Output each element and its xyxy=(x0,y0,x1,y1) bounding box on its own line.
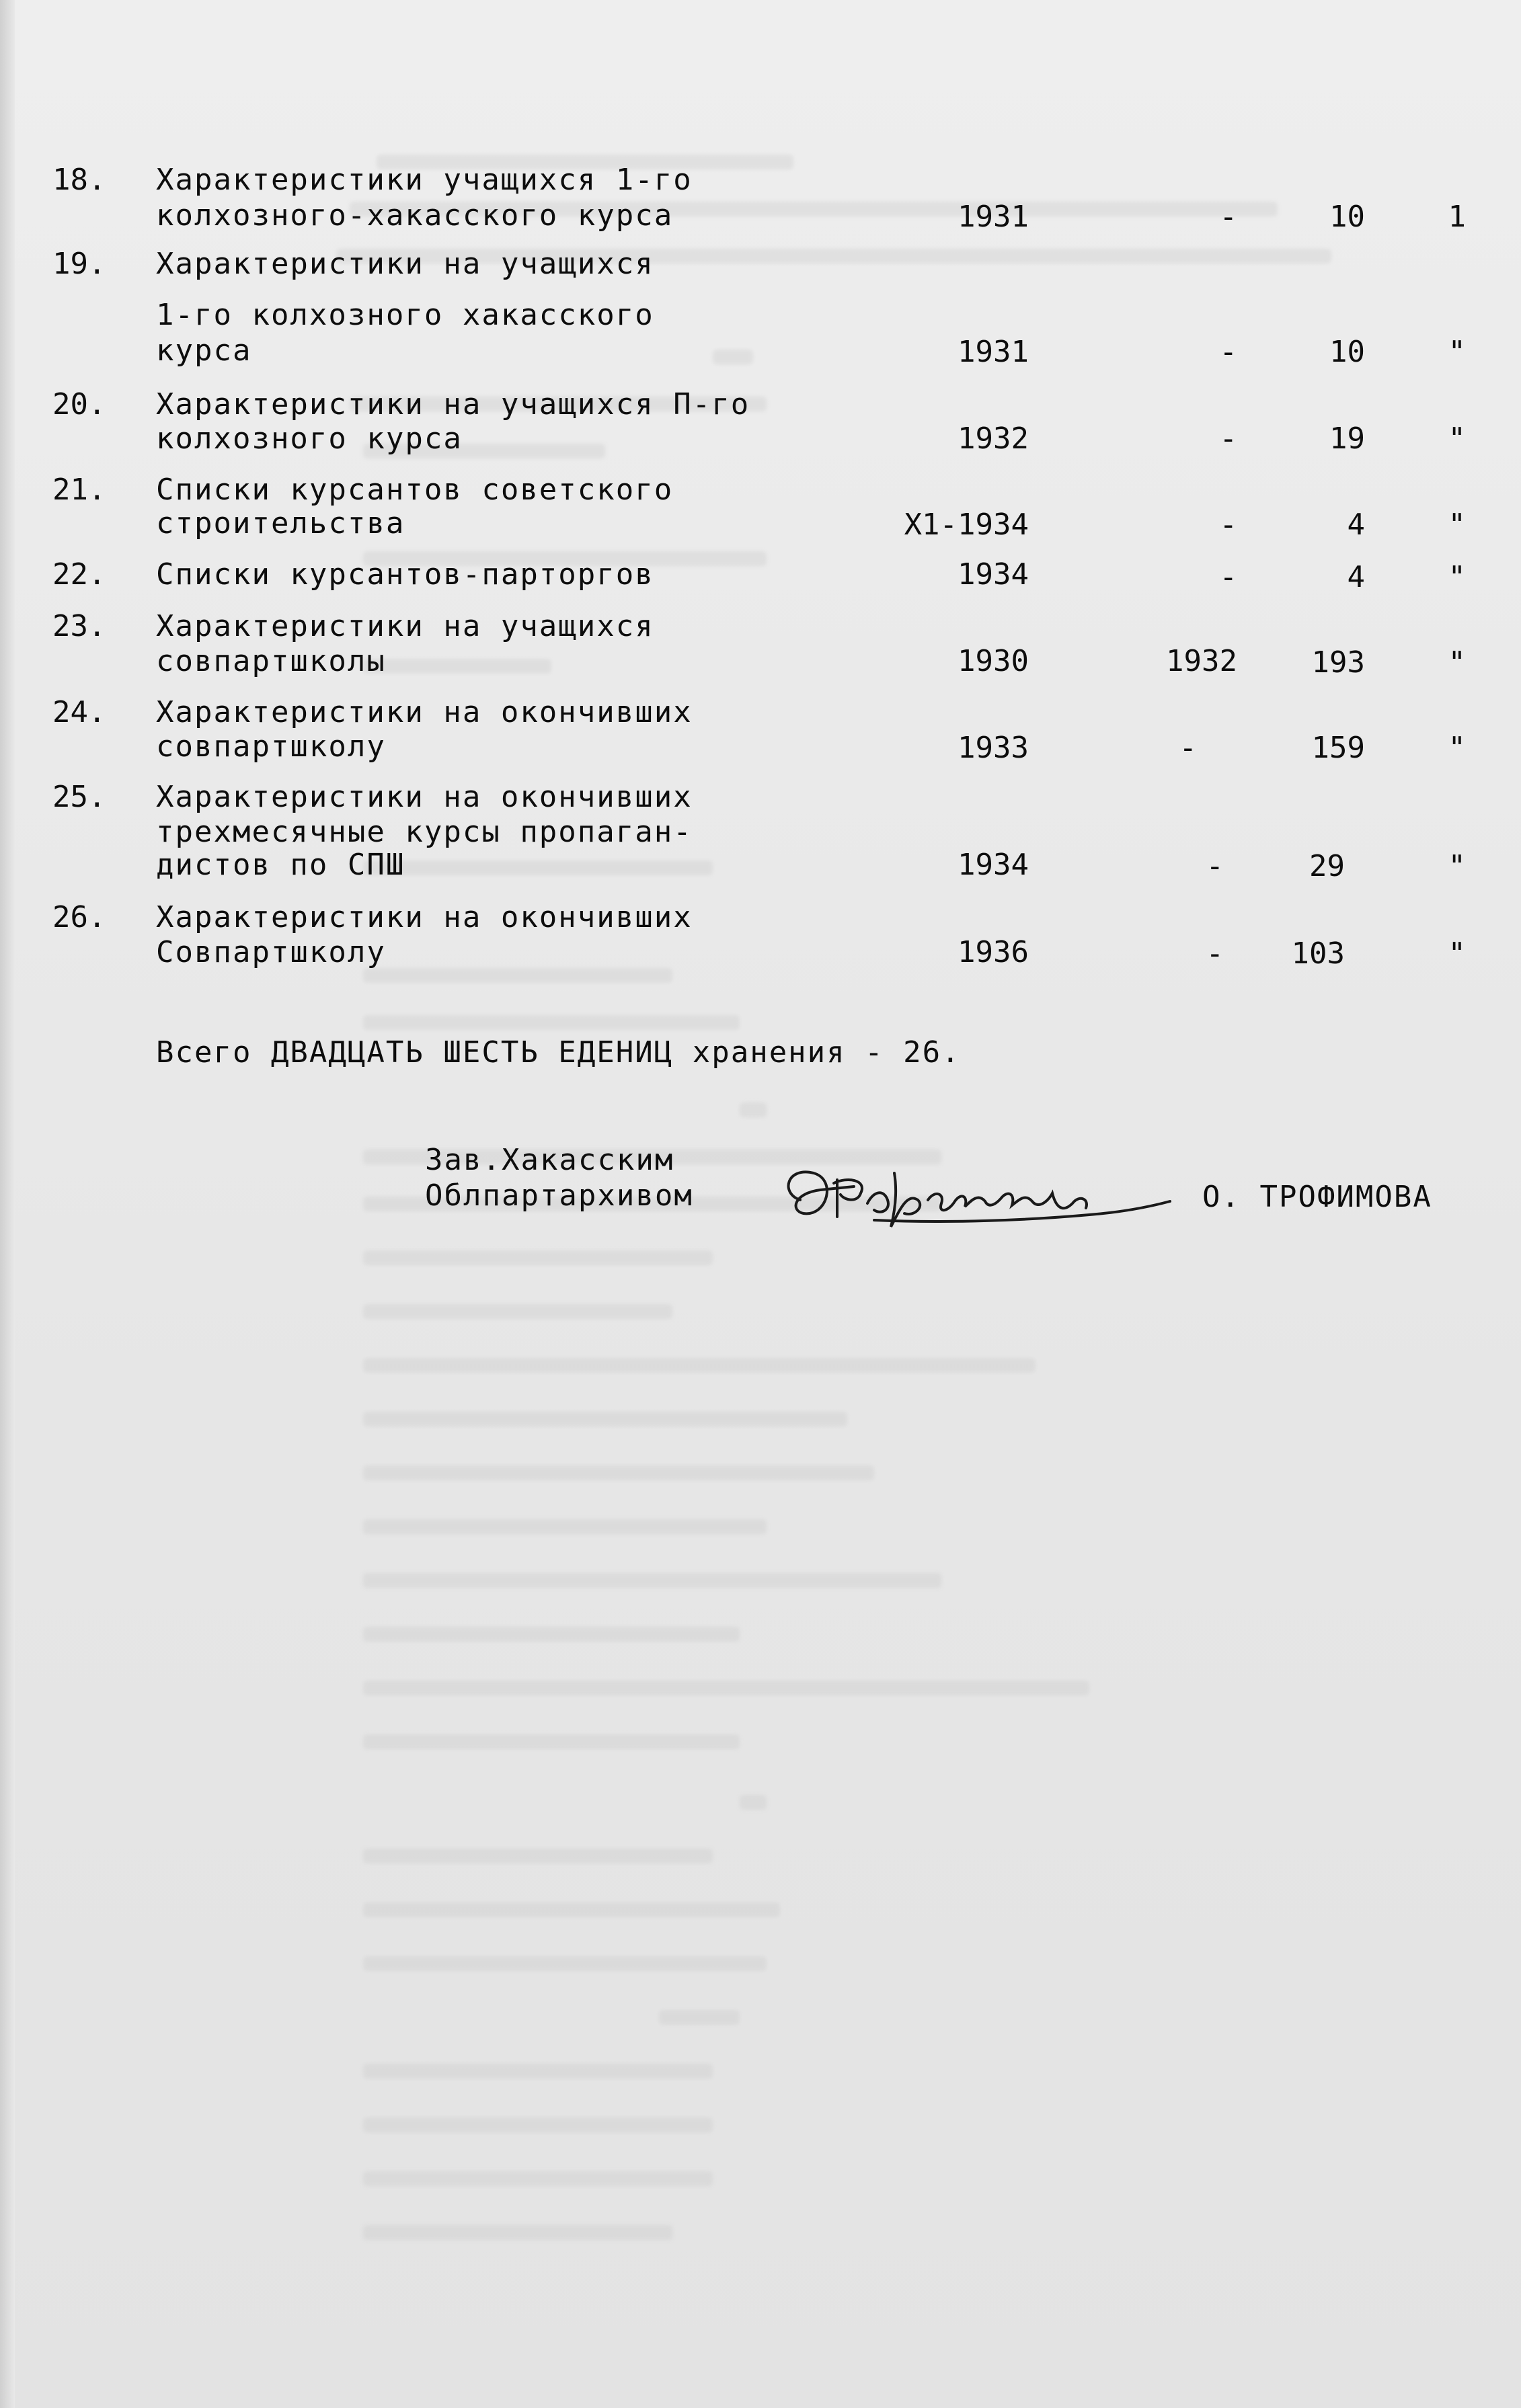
row-title-line: совпартшколу xyxy=(156,729,386,764)
row-start-year: 1934 xyxy=(958,557,1029,592)
row-title-line: совпартшколы xyxy=(156,644,386,678)
row-mark: " xyxy=(1448,560,1466,594)
row-end-year: - xyxy=(1206,849,1224,883)
row-mark: " xyxy=(1448,849,1466,883)
row-title-line: Характеристики на учащихся xyxy=(156,609,654,643)
row-sheet-count: 193 xyxy=(1311,645,1365,680)
row-title-line: колхозного курса xyxy=(156,422,463,456)
row-start-year: Х1-1934 xyxy=(904,508,1029,542)
handwritten-signature xyxy=(773,1153,1177,1247)
signatory-name: О. ТРОФИМОВА xyxy=(1202,1180,1432,1214)
row-title-line: Списки курсантов советского xyxy=(156,473,674,507)
row-end-year: - xyxy=(1219,200,1237,234)
row-title-line: трехмесячные курсы пропаган- xyxy=(156,815,693,849)
row-sheet-count: 19 xyxy=(1329,422,1365,456)
row-sheet-count: 10 xyxy=(1329,335,1365,369)
row-number: 18. xyxy=(52,163,106,197)
row-title-line: Характеристики на учащихся П-го xyxy=(156,387,750,422)
row-start-year: 1931 xyxy=(958,335,1029,369)
row-sheet-count: 4 xyxy=(1347,560,1365,594)
row-title-line: колхозного-хакасского курса xyxy=(156,198,674,233)
row-start-year: 1931 xyxy=(958,200,1029,234)
row-number: 21. xyxy=(52,473,106,507)
row-mark: " xyxy=(1448,508,1466,542)
row-title-line: Характеристики на окончивших xyxy=(156,900,693,934)
row-number: 22. xyxy=(52,557,106,592)
row-title-line: Характеристики на учащихся xyxy=(156,247,654,281)
row-sheet-count: 4 xyxy=(1347,508,1365,542)
row-mark: " xyxy=(1448,422,1466,456)
row-mark: " xyxy=(1448,731,1466,765)
row-sheet-count: 159 xyxy=(1311,731,1365,765)
signatory-title-line: Облпартархивом xyxy=(425,1178,693,1213)
row-title-line: Совпартшколу xyxy=(156,935,386,969)
row-end-year: - xyxy=(1219,560,1237,594)
row-end-year: - xyxy=(1206,936,1224,971)
row-title-line: Характеристики на окончивших xyxy=(156,780,693,814)
row-title-line: Характеристики на окончивших xyxy=(156,695,693,729)
row-start-year: 1936 xyxy=(958,935,1029,969)
row-sheet-count: 103 xyxy=(1291,936,1345,971)
row-mark: 1 xyxy=(1448,200,1466,234)
row-start-year: 1930 xyxy=(958,644,1029,678)
row-end-year: - xyxy=(1179,731,1197,765)
row-number: 23. xyxy=(52,609,106,643)
row-number: 26. xyxy=(52,900,106,934)
row-title-line: 1-го колхозного хакасского xyxy=(156,298,654,332)
row-sheet-count: 29 xyxy=(1309,849,1345,883)
row-start-year: 1933 xyxy=(958,731,1029,765)
row-start-year: 1934 xyxy=(958,848,1029,882)
row-end-year: - xyxy=(1219,508,1237,542)
row-title-line: строительства xyxy=(156,506,405,540)
row-start-year: 1932 xyxy=(958,422,1029,456)
row-title-line: Характеристики учащихся 1-го xyxy=(156,163,693,197)
page-edge-shadow xyxy=(0,0,15,2408)
row-end-year: 1932 xyxy=(1166,644,1237,678)
row-end-year: - xyxy=(1219,335,1237,369)
row-sheet-count: 10 xyxy=(1329,200,1365,234)
row-mark: " xyxy=(1448,936,1466,971)
row-title-line: Списки курсантов-парторгов xyxy=(156,557,654,592)
row-mark: " xyxy=(1448,335,1466,369)
row-number: 25. xyxy=(52,780,106,814)
row-mark: " xyxy=(1448,645,1466,680)
row-title-line: курса xyxy=(156,333,252,368)
row-number: 19. xyxy=(52,247,106,281)
row-number: 24. xyxy=(52,695,106,729)
row-title-line: дистов по СПШ xyxy=(156,848,405,882)
row-end-year: - xyxy=(1219,422,1237,456)
total-summary: Всего ДВАДЦАТЬ ШЕСТЬ ЕДЕНИЦ хранения - 26. xyxy=(156,1035,961,1070)
row-number: 20. xyxy=(52,387,106,422)
signatory-title-line: Зав.Хакасским xyxy=(425,1143,674,1177)
